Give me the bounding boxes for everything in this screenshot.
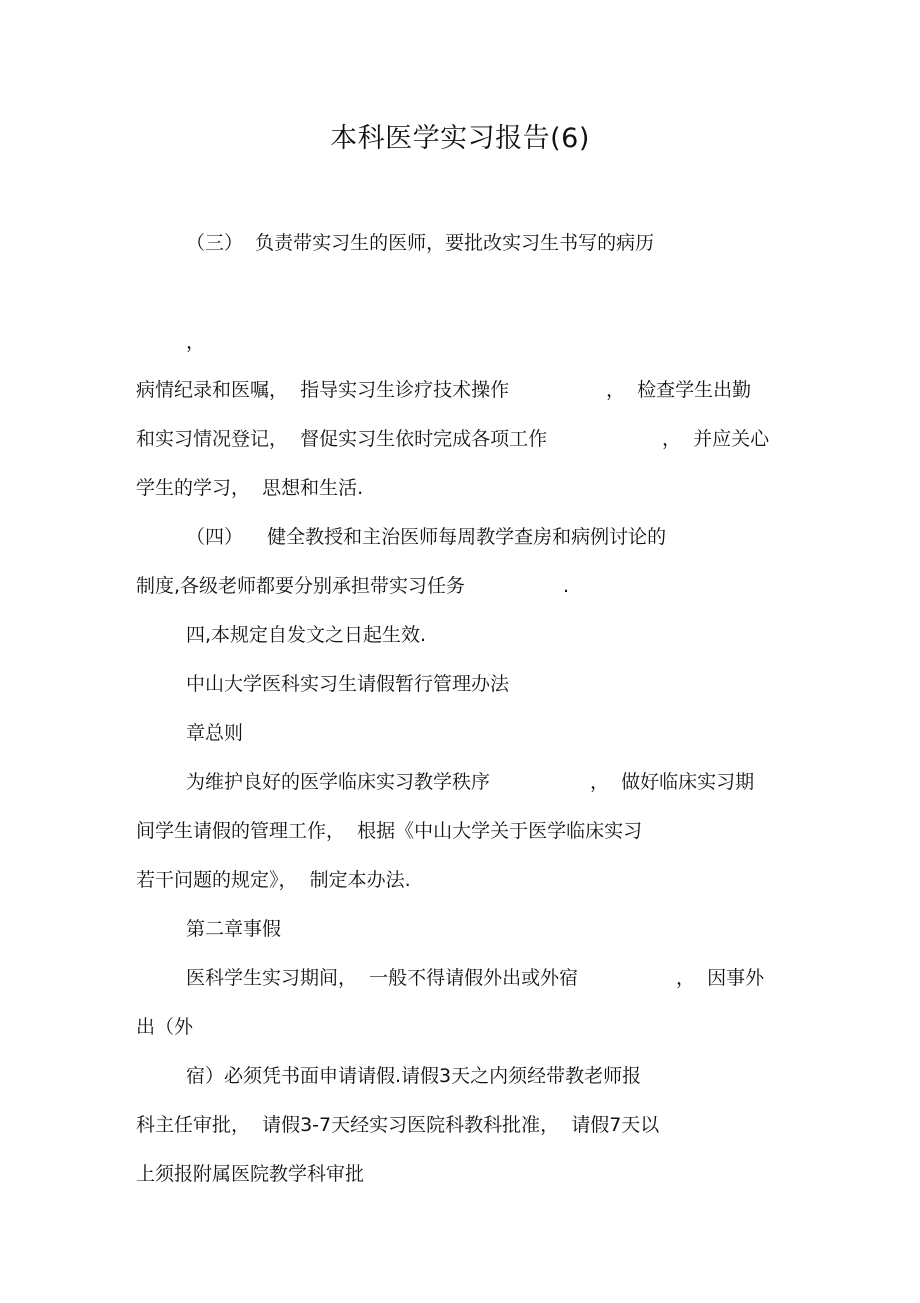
chapter-heading: 第二章事假 (186, 918, 282, 940)
paragraph-line-continued: ， 检查学生出勤 (606, 379, 752, 401)
paragraph-line-continued: ， 并应关心 (662, 428, 770, 450)
page-title: 本科医学实习报告(6) (330, 123, 590, 154)
paragraph-line: 四,本规定自发文之日起生效. (186, 624, 427, 646)
paragraph-line: 出（外 (136, 1016, 194, 1038)
paragraph-line: ， (186, 331, 206, 353)
chapter-heading: 章总则 (186, 722, 244, 744)
section-heading: 中山大学医科实习生请假暂行管理办法 (186, 673, 510, 695)
paragraph-line: 学生的学习， 思想和生活. (136, 477, 364, 499)
paragraph-line: 医科学生实习期间， 一般不得请假外出或外宿 (186, 967, 579, 989)
paragraph-line: （三） 负责带实习生的医师，要批改实习生书写的病历 (186, 232, 655, 254)
paragraph-line: 科主任审批， 请假3-7天经实习医院科教科批准， 请假7天以 (136, 1114, 660, 1136)
paragraph-line: 制度,各级老师都要分别承担带实习任务 (136, 575, 466, 597)
paragraph-line: 宿）必须凭书面申请请假.请假3天之内须经带教老师报 (186, 1065, 642, 1087)
paragraph-line: （四） 健全教授和主治医师每周教学查房和病例讨论的 (186, 526, 667, 548)
paragraph-line-continued: ， 做好临床实习期 (590, 771, 755, 793)
paragraph-line: 和实习情况登记， 督促实习生依时完成各项工作 (136, 428, 548, 450)
paragraph-line: 间学生请假的管理工作， 根据《中山大学关于医学临床实习 (136, 820, 643, 842)
paragraph-line: 上须报附属医院教学科审批 (136, 1163, 365, 1185)
paragraph-line-continued: . (563, 575, 570, 597)
paragraph-line-continued: ， 因事外 (676, 967, 765, 989)
paragraph-line: 若干问题的规定》， 制定本办法. (136, 869, 411, 891)
paragraph-line: 为维护良好的医学临床实习教学秩序 (186, 771, 491, 793)
paragraph-line: 病情纪录和医嘱， 指导实习生诊疗技术操作 (136, 379, 510, 401)
